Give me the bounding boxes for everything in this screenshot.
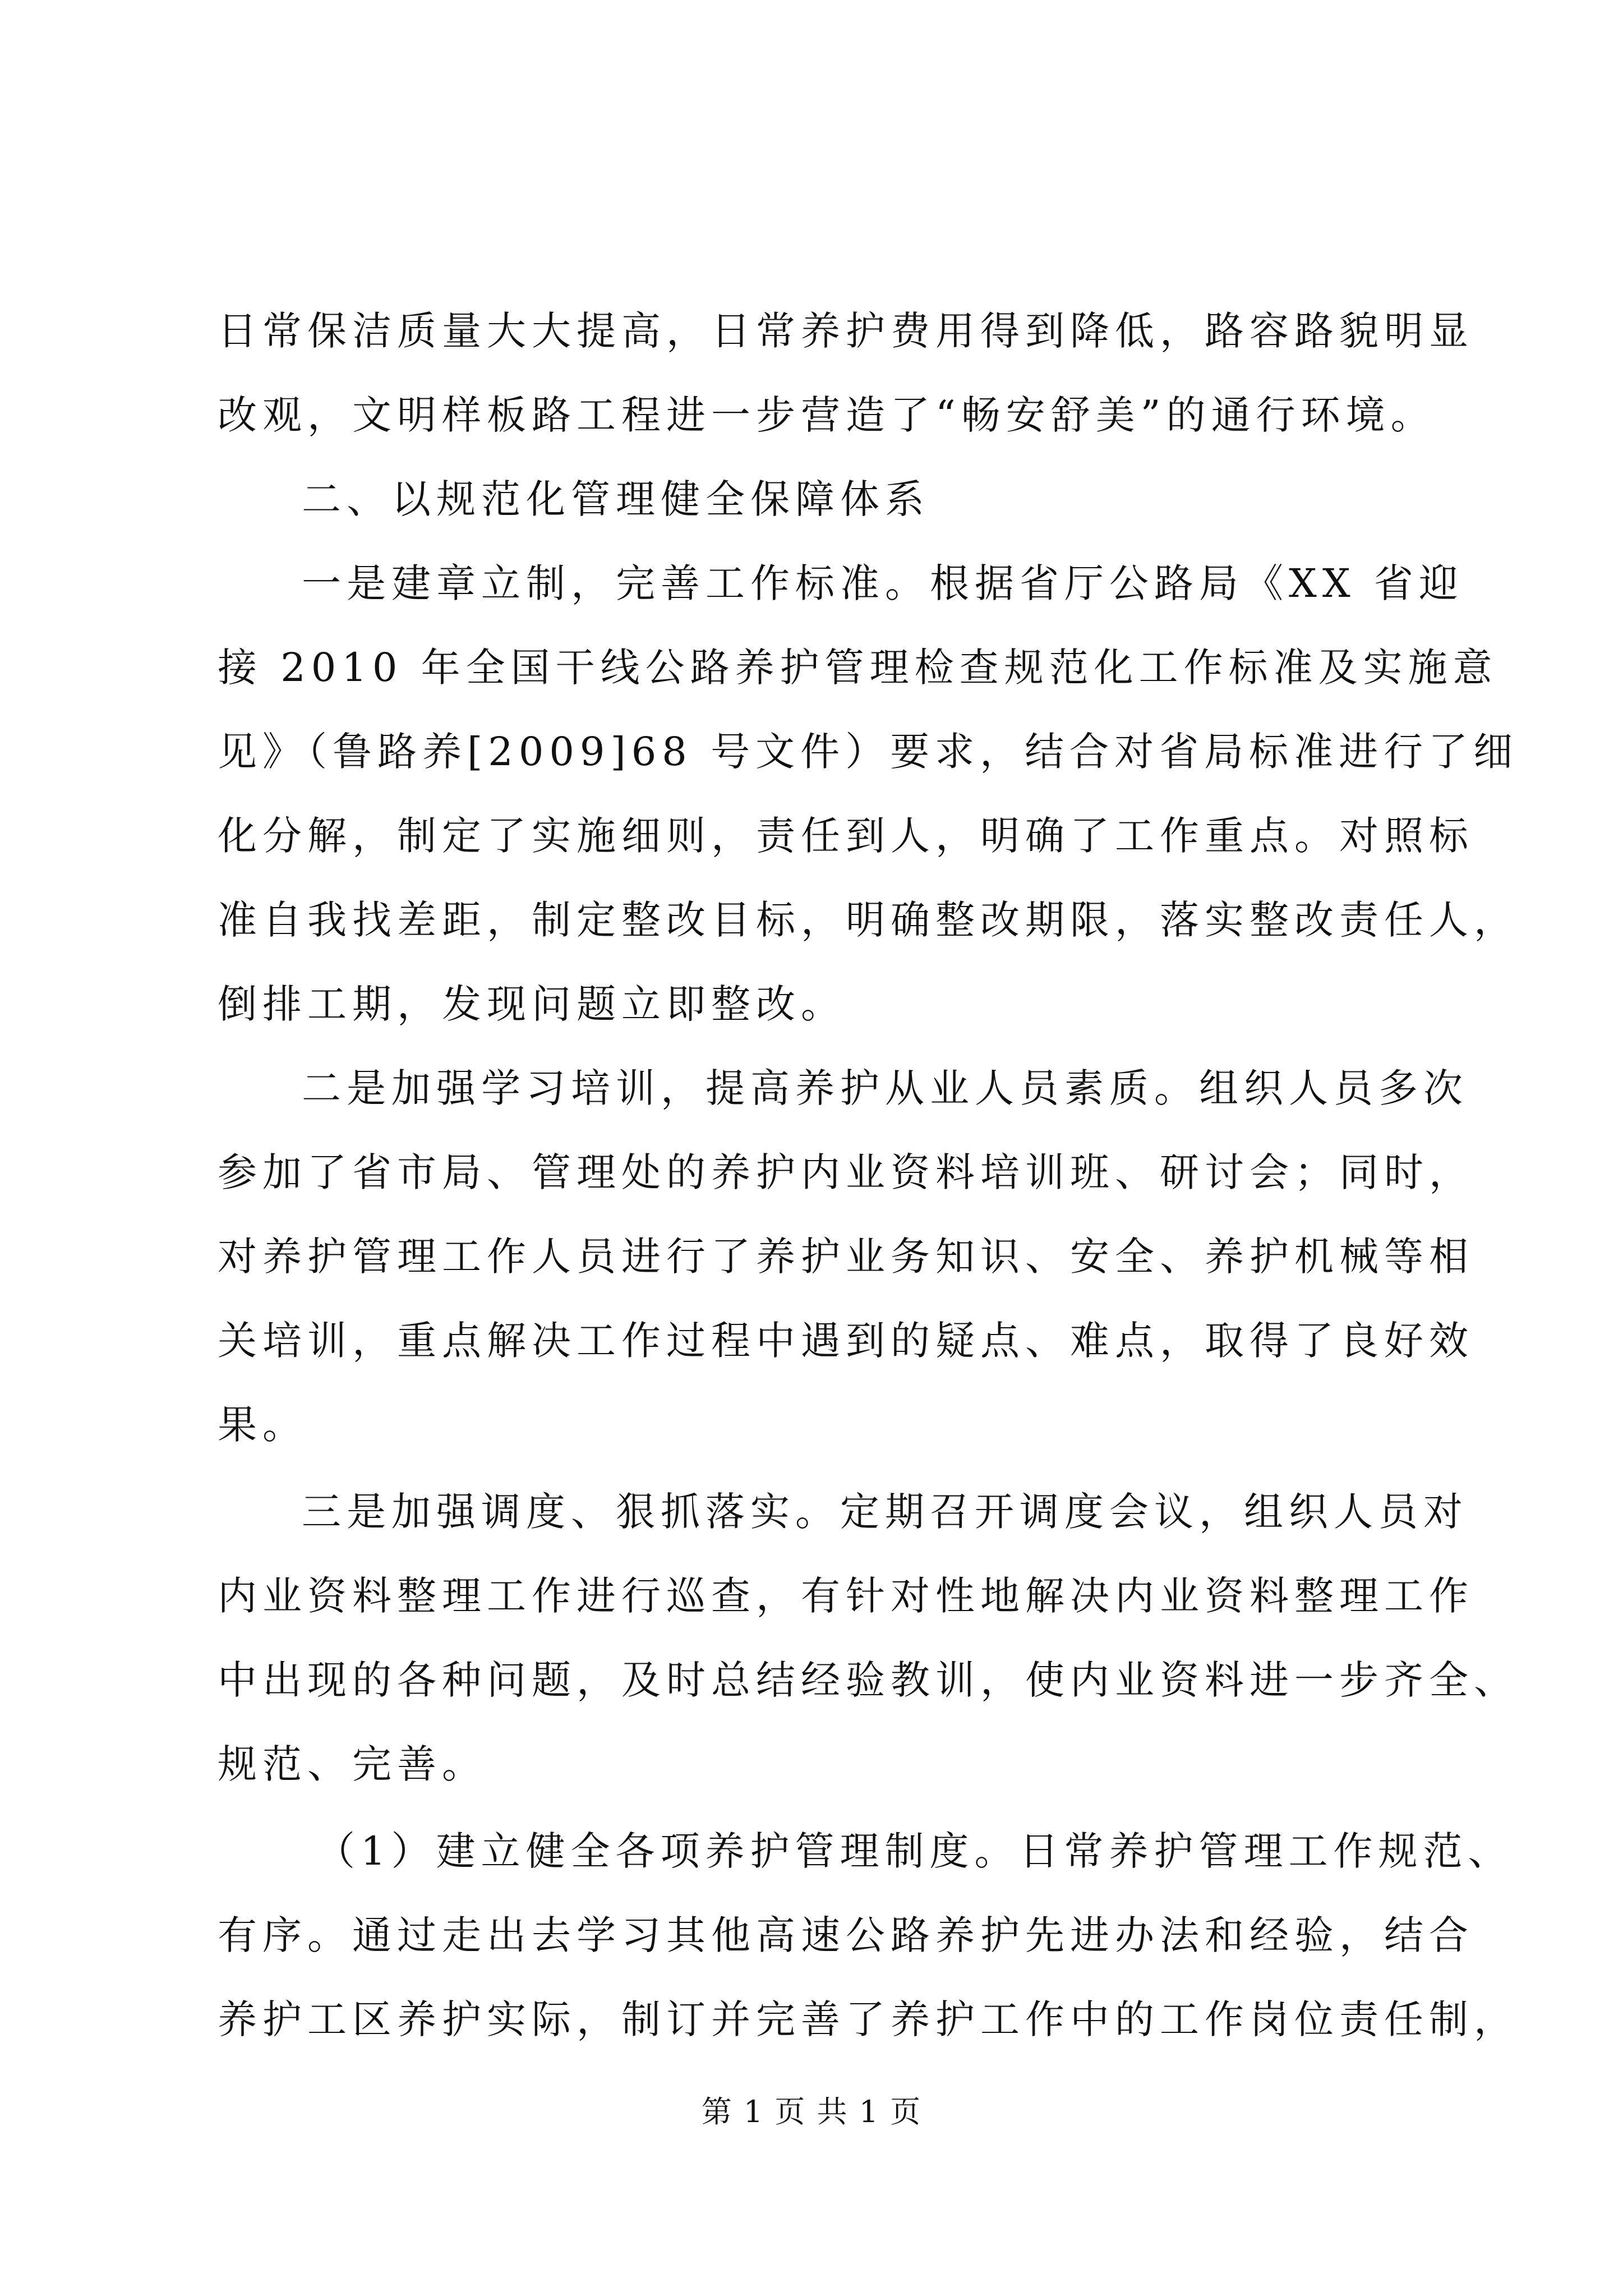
text-line: 改观，文明样板路工程进一步营造了“畅安舒美”的通行环境。 [218,392,1436,438]
text-line: 有序。通过走出去学习其他高速公路养护先进办法和经验，结合 [218,1912,1474,1958]
text-line: 参加了省市局、管理处的养护内业资料培训班、研讨会；同时， [218,1149,1474,1195]
text-line: 关培训，重点解决工作过程中遇到的疑点、难点，取得了良好效 [218,1318,1474,1364]
section-heading: 二、以规范化管理健全保障体系 [302,476,930,522]
text-line: 果。 [218,1402,307,1448]
text-line: 一是建章立制，完善工作标准。根据省厅公路局《XX 省迎 [302,560,1464,606]
text-line: 规范、完善。 [218,1741,487,1787]
text-line: （1）建立健全各项养护管理制度。日常养护管理工作规范、 [316,1828,1513,1874]
text-line: 接 2010 年全国干线公路养护管理检查规范化工作标准及实施意 [218,645,1498,691]
text-line: 日常保洁质量大大提高，日常养护费用得到降低，路容路貌明显 [218,308,1474,354]
text-line: 倒排工期，发现问题立即整改。 [218,981,846,1027]
text-line: 对养护管理工作人员进行了养护业务知识、安全、养护机械等相 [218,1234,1474,1280]
text-line: 内业资料整理工作进行巡查，有针对性地解决内业资料整理工作 [218,1573,1474,1619]
text-line: 见》（鲁路养[2009]68 号文件）要求，结合对省局标准进行了细 [218,729,1519,775]
text-line: 准自我找差距，制定整改目标，明确整改期限，落实整改责任人， [218,897,1519,943]
page-footer: 第 1 页 共 1 页 [701,2094,922,2129]
text-line: 化分解，制定了实施细则，责任到人，明确了工作重点。对照标 [218,813,1474,859]
text-line: 三是加强调度、狠抓落实。定期召开调度会议，组织人员对 [302,1489,1468,1535]
text-line: 养护工区养护实际，制订并完善了养护工作中的工作岗位责任制， [218,1996,1519,2042]
text-line: 二是加强学习培训，提高养护从业人员素质。组织人员多次 [302,1065,1468,1111]
text-line: 中出现的各种问题，及时总结经验教训，使内业资料进一步齐全、 [218,1657,1519,1703]
